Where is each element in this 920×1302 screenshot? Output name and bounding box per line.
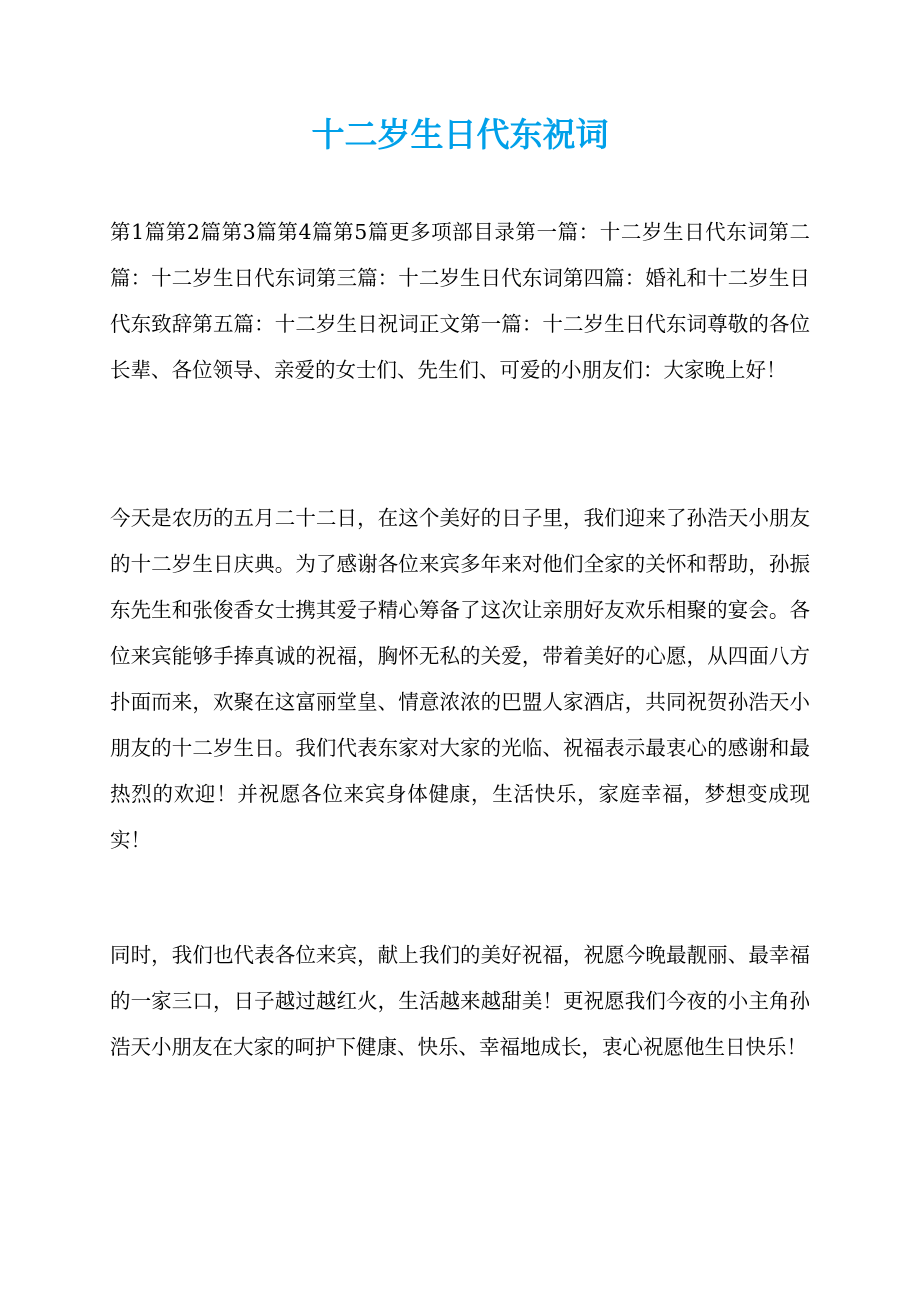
paragraph-table-of-contents-and-greeting: 第1篇第2篇第3篇第4篇第5篇更多项部目录第一篇：十二岁生日代东词第二篇：十二岁生日代东词第三篇：十二岁生日代东词第四篇：婚礼和十二岁生日代东致辞第五篇：十二岁生日祝词正文第一篇：十二岁生日代东词尊敬的各位长辈、各位领导、亲爱的女士们、先生们、可爱的小朋友们：大家晚上好！ xyxy=(110,220,810,382)
paragraph-welcome-speech: 今天是农历的五月二十二日，在这个美好的日子里，我们迎来了孙浩天小朋友的十二岁生日庆典。为了感谢各位来宾多年来对他们全家的关怀和帮助，孙振东先生和张俊香女士携其爱子精心筹备了这次让亲朋好友欢乐相聚的宴会。各位来宾能够手捧真诚的祝福，胸怀无私的关爱，带着美好的心愿，从四面八方扑面而来，欢聚在这富丽堂皇、情意浓浓的巴盟人家酒店，共同祝贺孙浩天小朋友的十二岁生日。我们代表东家对大家的光临、祝福表示最衷心的感谢和最热烈的欢迎！并祝愿各位来宾身体健康，生活快乐，家庭幸福，梦想变成现实！ xyxy=(110,506,810,852)
document-title: 十二岁生日代东祝词 xyxy=(311,115,609,154)
paragraph-blessings: 同时，我们也代表各位来宾，献上我们的美好祝福，祝愿今晚最靓丽、最幸福的一家三口，日子越过越红火，生活越来越甜美！更祝愿我们今夜的小主角孙浩天小朋友在大家的呵护下健康、快乐、幸福地成长，衷心祝愿他生日快乐！ xyxy=(110,943,810,1059)
